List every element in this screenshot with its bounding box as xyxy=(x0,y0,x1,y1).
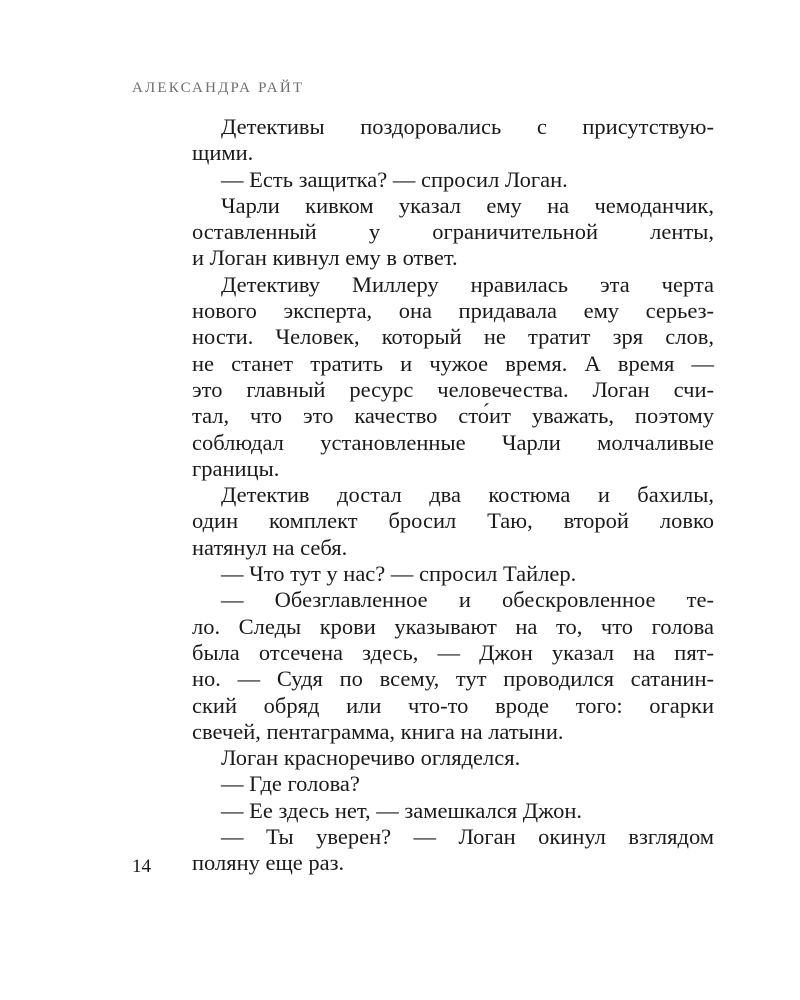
page-number: 14 xyxy=(132,856,151,877)
text-line: один комплект бросил Таю, второй ловко xyxy=(192,508,714,534)
text-line: — Ее здесь нет, — замешкался Джон. xyxy=(221,797,583,823)
text-line: Детективы поздоровались с присутствую- xyxy=(221,114,714,139)
text-line: но. — Судя по всему, тут проводился сатанин- xyxy=(192,666,714,692)
text-line: и Логан кивнул ему в ответ. xyxy=(192,245,458,271)
text-line: Чарли кивком указал ему на чемоданчик, xyxy=(221,192,714,218)
text-line: ский обряд или что-то вроде того: огарки xyxy=(192,692,714,718)
text-line: натянул на себя. xyxy=(192,534,348,560)
text-line: поляну еще раз. xyxy=(192,850,345,876)
text-line: Детективу Миллеру нравилась эта черта xyxy=(221,271,714,297)
text-line: Логан красноречиво огляделся. xyxy=(221,745,521,771)
text-line: ности. Человек, который не тратит зря слов, xyxy=(192,324,714,350)
text-line: — Ты уверен? — Логан окинул взглядом xyxy=(221,824,714,850)
text-line: это главный ресурс человечества. Логан счи- xyxy=(192,376,714,402)
text-line: оставленный у ограничительной ленты, xyxy=(192,219,714,245)
text-line: — Есть защитка? — спросил Логан. xyxy=(221,166,568,192)
text-line: была отсечена здесь, — Джон указал на пят- xyxy=(192,639,714,665)
body-text xyxy=(192,114,714,877)
text-line: — Где голова? xyxy=(221,771,360,797)
text-line: — Что тут у нас? — спросил Тайлер. xyxy=(221,561,577,587)
running-head: АЛЕКСАНДРА РАЙТ xyxy=(132,80,305,96)
text-line: ло. Следы крови указывают на то, что голова xyxy=(192,613,714,639)
text-line: щими. xyxy=(192,140,254,166)
text-line: границы. xyxy=(192,455,280,481)
text-line: соблюдал установленные Чарли молчаливые xyxy=(192,429,714,455)
text-line: — Обезглавленное и обескровленное те- xyxy=(221,587,714,613)
text-line: нового эксперта, она придавала ему серьез- xyxy=(192,298,714,324)
text-line: свечей, пентаграмма, книга на латыни. xyxy=(192,718,564,744)
text-line: Детектив достал два костюма и бахилы, xyxy=(221,482,714,508)
text-line: не станет тратить и чужое время. А время — xyxy=(192,350,714,376)
text-line: тал, что это качество сто́ит уважать, поэтому xyxy=(192,403,714,429)
